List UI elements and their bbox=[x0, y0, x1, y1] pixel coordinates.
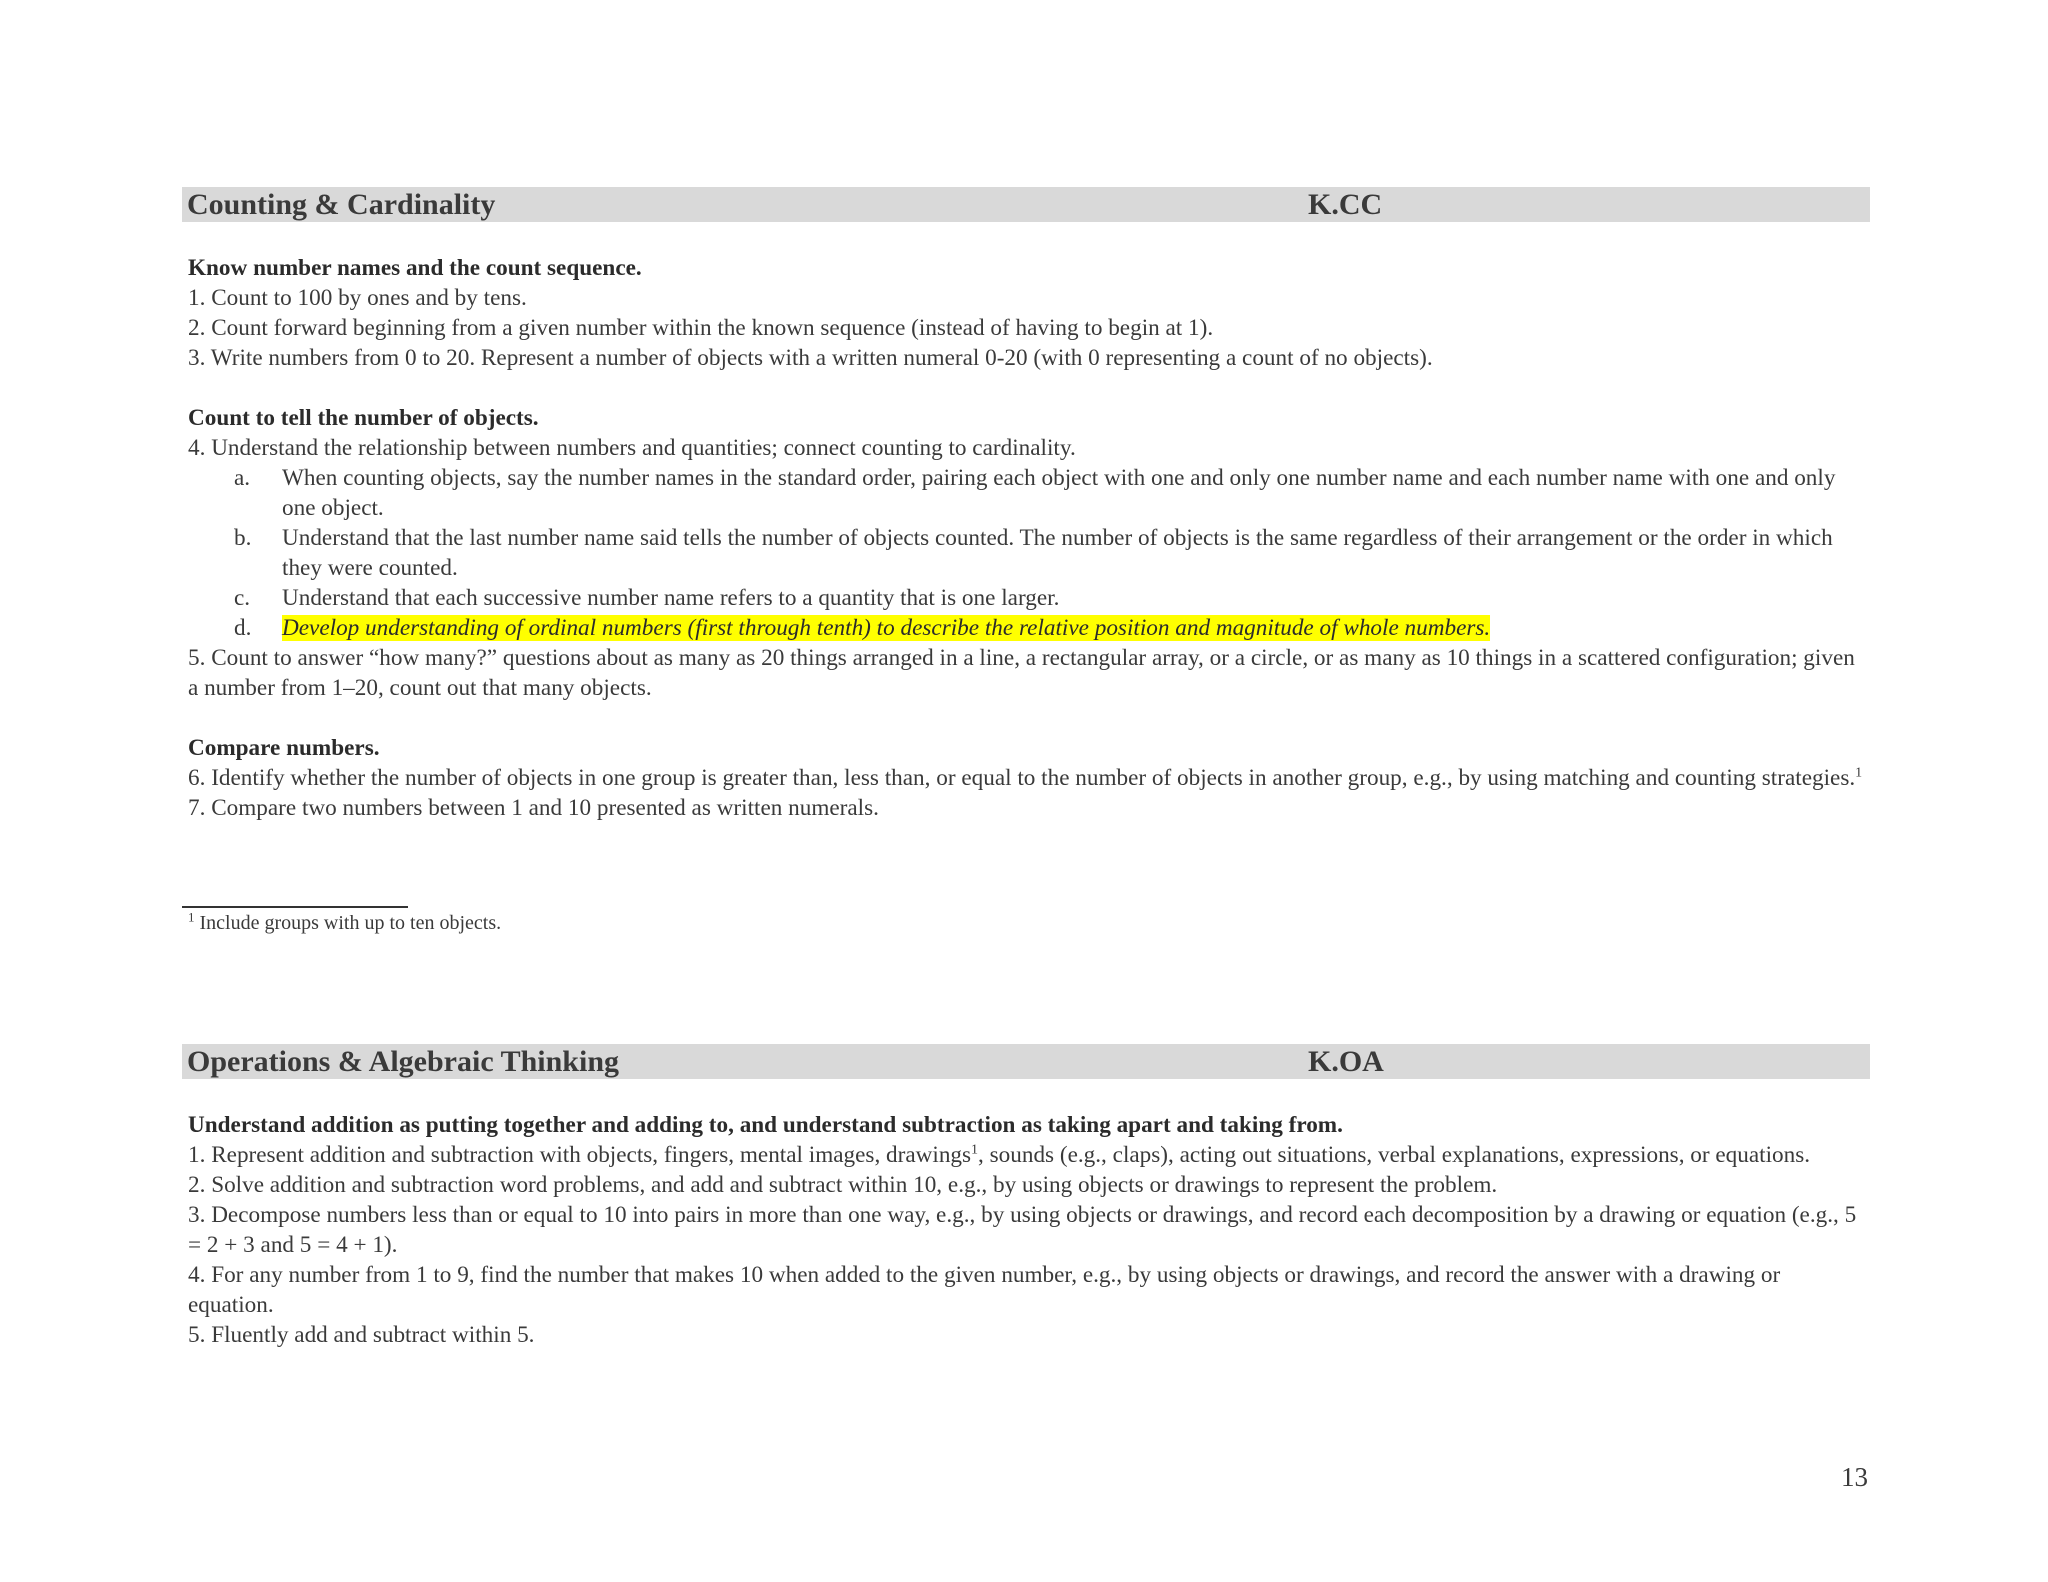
standard-item: 1. Count to 100 by ones and by tens. bbox=[188, 285, 527, 311]
footnote bbox=[182, 906, 782, 936]
standard-item: 7. Compare two numbers between 1 and 10 presented as written numerals. bbox=[188, 795, 879, 821]
sub-item-letter: d. bbox=[234, 615, 252, 641]
footnote-marker: 1 bbox=[188, 909, 195, 925]
sub-item bbox=[188, 613, 1870, 643]
footnote-body: Include groups with up to ten objects. bbox=[199, 912, 502, 934]
standard-item: 3. Write numbers from 0 to 20. Represent a number of objects with a written numeral 0-20 (with 0 representing a count of no objects). bbox=[188, 345, 1433, 371]
standard-item: 4. Understand the relationship between numbers and quantities; connect counting to cardinality. bbox=[188, 435, 1076, 461]
standard-item: 4. For any number from 1 to 9, find the number that makes 10 when added to the given number, e.g., by using objects or drawings, and record the answer with a drawing or equation. bbox=[188, 1262, 1781, 1318]
standard-item-text: 1. Represent addition and subtraction with objects, fingers, mental images, drawings bbox=[188, 1142, 972, 1168]
section-body bbox=[182, 1110, 1870, 1350]
sub-item bbox=[188, 523, 1870, 583]
cluster-heading: Understand addition as putting together and adding to, and understand subtraction as taking apart and taking from. bbox=[188, 1112, 1343, 1138]
standard-item bbox=[188, 763, 1870, 793]
highlighted-text: Develop understanding of ordinal numbers (first through tenth) to describe the relative position and magnitude of whole numbers. bbox=[282, 615, 1491, 641]
sub-item-text: Understand that the last number name said tells the number of objects counted. The number of objects is the same regardless of their arrangement or the order in which they were counted. bbox=[282, 525, 1833, 581]
sub-item-text: When counting objects, say the number names in the standard order, pairing each object with one and only one number name and each number name with one and only one object. bbox=[282, 465, 1836, 521]
cluster-heading: Count to tell the number of objects. bbox=[188, 405, 539, 431]
standard-item: 5. Count to answer “how many?” questions about as many as 20 things arranged in a line, a rectangular array, or a circle, or as many as 10 things in a scattered configuration; given a number from 1–20, count out that many objects. bbox=[188, 645, 1855, 701]
section-code: K.CC bbox=[1308, 188, 1383, 221]
standard-item: 3. Decompose numbers less than or equal to 10 into pairs in more than one way, e.g., by using objects or drawings, and record each decomposition by a drawing or equation (e.g., 5 = 2 + 3 and 5 = 4 + 1). bbox=[188, 1202, 1857, 1258]
sub-item-letter: a. bbox=[234, 465, 251, 491]
section-header-bar bbox=[182, 1044, 1870, 1079]
standard-item: 2. Count forward beginning from a given number within the known sequence (instead of having to begin at 1). bbox=[188, 315, 1214, 341]
section-operations-algebraic-thinking bbox=[182, 1044, 1870, 1350]
section-counting-cardinality bbox=[182, 187, 1870, 823]
sub-item-text: Understand that each successive number name refers to a quantity that is one larger. bbox=[282, 585, 1060, 611]
section-title: Counting & Cardinality bbox=[187, 188, 496, 221]
standard-item-text: , sounds (e.g., claps), acting out situations, verbal explanations, expressions, or equations. bbox=[978, 1142, 1811, 1168]
section-title: Operations & Algebraic Thinking bbox=[187, 1045, 620, 1078]
section-body bbox=[182, 253, 1870, 823]
footnote-rule bbox=[182, 906, 408, 908]
section-code: K.OA bbox=[1308, 1045, 1384, 1078]
sub-item bbox=[188, 583, 1870, 613]
standard-item: 5. Fluently add and subtract within 5. bbox=[188, 1322, 535, 1348]
standard-item bbox=[188, 1140, 1870, 1170]
standard-item: 2. Solve addition and subtraction word problems, and add and subtract within 10, e.g., by using objects or drawings to represent the problem. bbox=[188, 1172, 1498, 1198]
sub-item bbox=[188, 463, 1870, 523]
sub-item-letter: c. bbox=[234, 585, 251, 611]
footnote-ref: 1 bbox=[971, 1142, 979, 1158]
cluster-heading: Know number names and the count sequence. bbox=[188, 255, 642, 281]
standard-item-text: 6. Identify whether the number of objects in one group is greater than, less than, or equal to the number of objects in another group, e.g., by using matching and counting strategies. bbox=[188, 765, 1856, 791]
footnote-ref: 1 bbox=[1855, 765, 1863, 781]
page-number: 13 bbox=[1841, 1462, 1868, 1492]
section-header-bar bbox=[182, 187, 1870, 222]
sub-item-letter: b. bbox=[234, 525, 252, 551]
cluster-heading: Compare numbers. bbox=[188, 735, 380, 761]
footnote-text bbox=[182, 910, 782, 936]
